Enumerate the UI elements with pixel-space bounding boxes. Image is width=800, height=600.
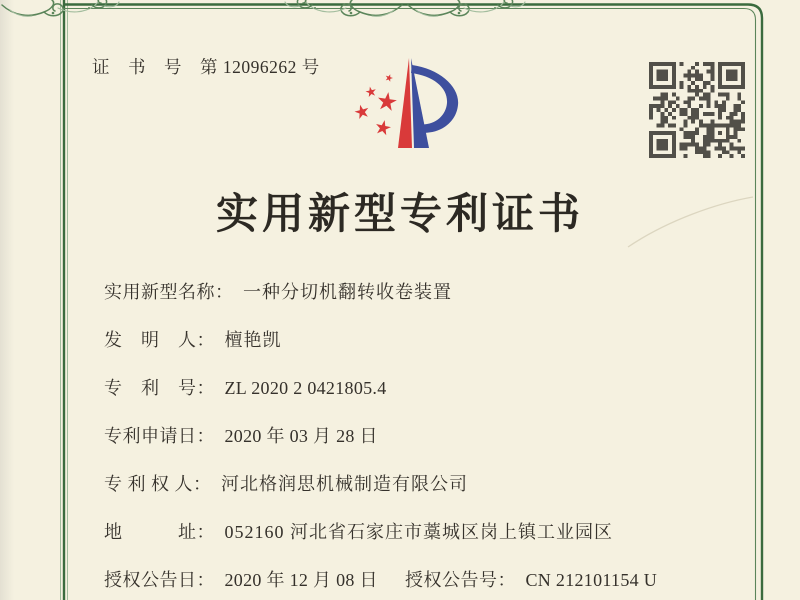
field-value: 檀艳凯 (224, 330, 282, 350)
field-label: 专 利 号 (104, 378, 197, 398)
field-value: 2020 年 03 月 28 日 (224, 426, 378, 446)
certificate-title: 实用新型专利证书 (215, 192, 584, 238)
field-row-filing-date (104, 423, 378, 449)
qr-code-icon (649, 62, 745, 158)
certificate-number: 证 书 号 第 12096262 号 (92, 57, 320, 77)
field-colon: ： (196, 570, 215, 590)
field-row-grant-number (405, 567, 657, 593)
field-value: ZL 2020 2 0421805.4 (224, 378, 387, 398)
field-row-address (104, 519, 613, 545)
field-colon: ： (196, 378, 215, 398)
field-colon: ： (215, 282, 233, 302)
field-label: 实用新型名称 (104, 282, 215, 302)
field-row-inventor (104, 327, 282, 353)
field-label: 授权公告日 (104, 570, 197, 590)
cnipa-logo-icon (348, 55, 466, 155)
field-colon: ： (193, 474, 211, 494)
field-value: CN 212101154 U (525, 570, 658, 590)
field-colon: ： (196, 426, 215, 446)
field-label: 地 址 (104, 522, 197, 542)
field-value: 一种分切机翻转收卷装置 (243, 282, 452, 302)
field-row-grant-date (104, 567, 658, 593)
field-row-patentee (104, 471, 468, 497)
field-value: 河北格润思机械制造有限公司 (221, 474, 468, 494)
field-row-patent-number (104, 375, 387, 401)
field-label: 专 利 权 人 (104, 474, 193, 494)
field-colon: ： (196, 330, 215, 350)
logo-stars (353, 73, 398, 136)
field-colon: ： (196, 522, 215, 542)
field-value: 052160 河北省石家庄市藁城区岗上镇工业园区 (224, 522, 613, 542)
field-label: 授权公告号 (405, 570, 498, 590)
top-ornament-icon (2, 0, 525, 16)
logo-red-pillar (398, 58, 412, 148)
field-label: 专利申请日 (104, 426, 197, 446)
field-row-name (104, 279, 452, 305)
field-value: 2020 年 12 月 08 日 (224, 570, 378, 590)
field-label: 发 明 人 (104, 330, 197, 350)
field-colon: ： (497, 570, 516, 590)
